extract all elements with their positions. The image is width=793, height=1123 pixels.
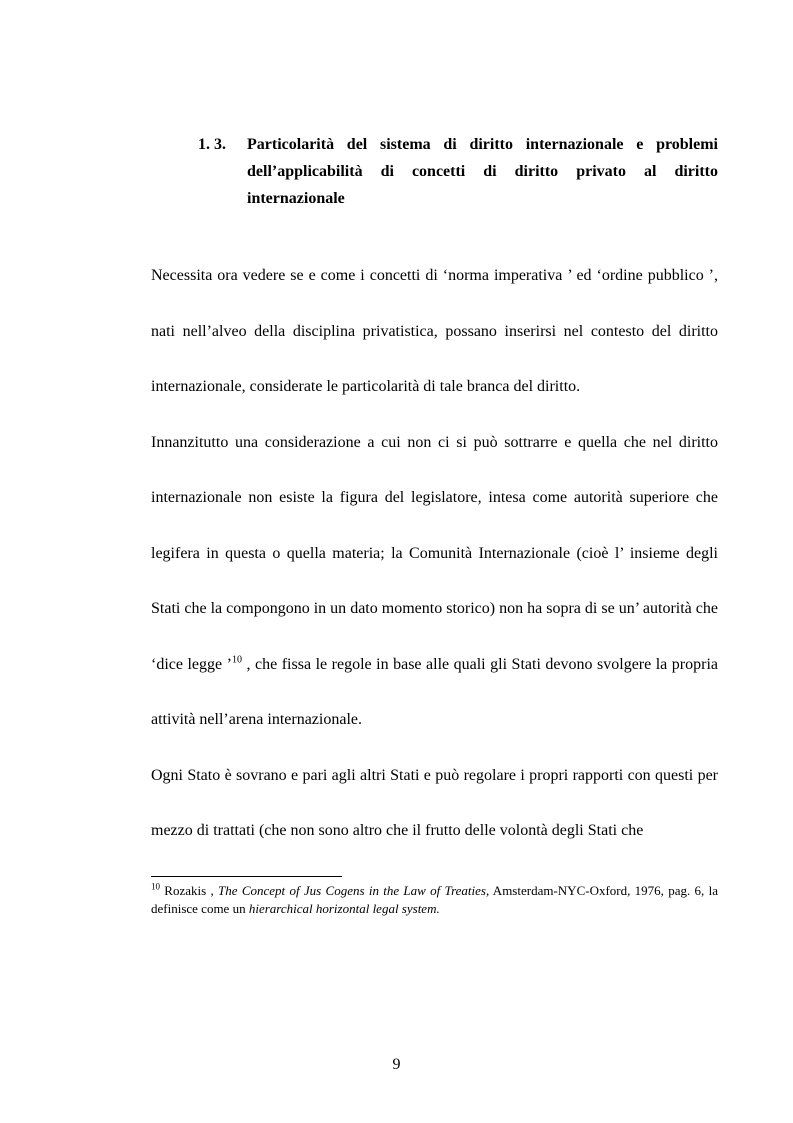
- paragraph: Necessita ora vedere se e come i concetti di ‘norma imperativa ’ ed ‘ordine pubblico ’, nati nell’alveo della disciplina privatistica, possano inserirsi nel contesto del diritto internazionale, considerate le particolarità di tale branca del diritto.: [151, 267, 718, 395]
- paragraph-text: Innanzitutto una considerazione a cui non ci si può sottrarre e quella che nel diritto internazionale non esiste la figura del legislatore, intesa come autorità superiore che legifera in questa o quella materia; la Comunità Internazionale (cioè l’ insieme degli Stati che la compongono in un dato momento storico) non ha sopra di se un’ autorità che ‘dice legge ’: [151, 433, 718, 673]
- page-number: 9: [392, 1056, 401, 1073]
- footnote-publication: Amsterdam-NYC-Oxford, 1976, pag. 6, la definisce come un: [151, 883, 718, 916]
- section-number: 1. 3.: [198, 136, 226, 153]
- section-heading: [198, 131, 718, 212]
- body-text: [151, 248, 718, 859]
- paragraph: Ogni Stato è sovrano e pari agli altri Stati e può regolare i propri rapporti con questi per mezzo di trattati (che non sono altro che il frutto delle volontà degli Stati che: [151, 766, 718, 839]
- footnote: [151, 882, 718, 918]
- footnote-number: 10: [151, 881, 160, 892]
- footnote-reference[interactable]: 10: [231, 654, 242, 666]
- footnote-quoted-term: hierarchical horizontal legal system.: [248, 901, 440, 916]
- paragraph: [151, 415, 718, 748]
- section-title: Particolarità del sistema di diritto internazionale e problemi dell’applicabilità di concetti di diritto privato al diritto internazionale: [247, 136, 718, 207]
- footnote-separator: [151, 876, 342, 877]
- footnote-author: Rozakis ,: [160, 883, 219, 898]
- footnote-book-title: The Concept of Jus Cogens in the Law of Treaties,: [218, 883, 490, 898]
- paragraph-text: , che fissa le regole in base alle quali gli Stati devono svolgere la propria attività nell’arena internazionale.: [151, 655, 719, 728]
